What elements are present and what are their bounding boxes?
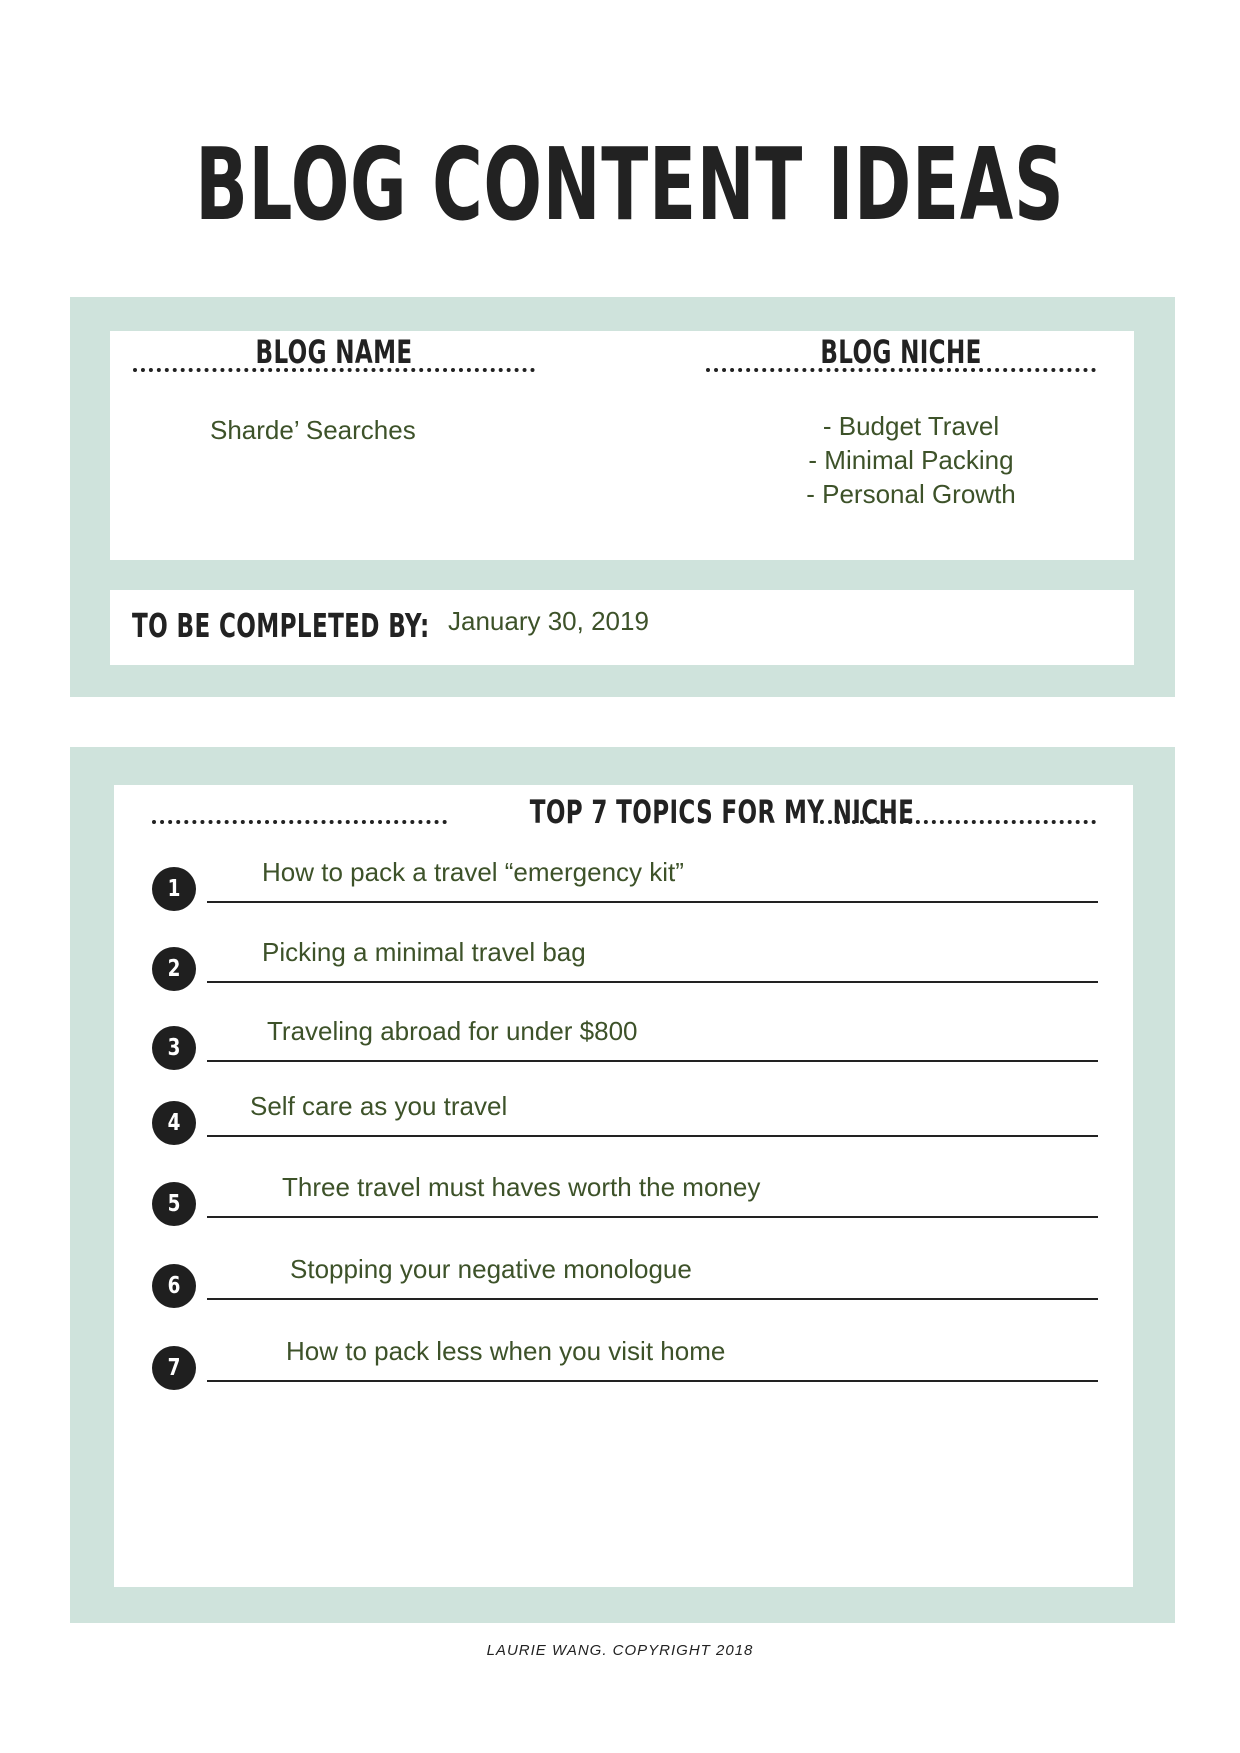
topic-row xyxy=(0,1011,1240,1081)
topic-text: Traveling abroad for under $800 xyxy=(267,1016,638,1046)
topic-text: Three travel must haves worth the money xyxy=(282,1172,761,1202)
blog-name-value: Sharde’ Searches xyxy=(210,415,416,445)
topic-underline xyxy=(207,1380,1098,1382)
blog-niche-heading xyxy=(706,331,1096,373)
completion-date: January 30, 2019 xyxy=(448,606,649,636)
topic-row xyxy=(0,1249,1240,1319)
topic-row xyxy=(0,1331,1240,1401)
blog-niche-label: BLOG NICHE xyxy=(820,333,982,371)
topic-underline xyxy=(207,901,1098,903)
blog-name-heading xyxy=(133,331,535,373)
topics-heading-text: TOP 7 TOPICS FOR MY NICHE xyxy=(529,793,915,831)
topic-text: Self care as you travel xyxy=(250,1091,508,1121)
blog-name-dotted-rule xyxy=(133,368,535,372)
topics-dotted-rule-right xyxy=(820,820,1096,824)
topic-number: 1 xyxy=(167,876,181,902)
topic-underline xyxy=(207,981,1098,983)
topic-text: How to pack a travel “emergency kit” xyxy=(262,857,684,887)
niche-item: - Minimal Packing xyxy=(808,445,1014,475)
topic-number: 6 xyxy=(167,1273,181,1299)
topic-underline xyxy=(207,1135,1098,1137)
niche-item: - Budget Travel xyxy=(822,411,1000,441)
number-badge xyxy=(152,1346,196,1390)
blog-niche-list xyxy=(770,409,1052,511)
topic-row xyxy=(0,852,1240,922)
number-badge xyxy=(152,1182,196,1226)
topic-number: 2 xyxy=(167,956,181,982)
topic-underline xyxy=(207,1298,1098,1300)
blog-name-label: BLOG NAME xyxy=(255,333,413,371)
number-badge xyxy=(152,1264,196,1308)
blog-niche-dotted-rule xyxy=(706,368,1096,372)
page-title-text: BLOG CONTENT IDEAS xyxy=(195,126,1065,243)
topic-row xyxy=(0,1086,1240,1156)
completion-label: TO BE COMPLETED BY: xyxy=(132,606,430,645)
number-badge xyxy=(152,1101,196,1145)
topic-row xyxy=(0,1167,1240,1237)
topic-text: How to pack less when you visit home xyxy=(286,1336,726,1366)
topic-number: 4 xyxy=(167,1110,181,1136)
number-badge xyxy=(152,947,196,991)
topics-heading xyxy=(455,791,915,833)
number-badge xyxy=(152,1026,196,1070)
topic-text: Stopping your negative monologue xyxy=(290,1254,692,1284)
topic-underline xyxy=(207,1216,1098,1218)
topic-row xyxy=(0,932,1240,1002)
niche-item: - Personal Growth xyxy=(806,479,1016,509)
topic-text: Picking a minimal travel bag xyxy=(262,937,586,967)
number-badge xyxy=(152,867,196,911)
topic-number: 5 xyxy=(167,1191,181,1217)
page-title xyxy=(0,125,1240,245)
topic-underline xyxy=(207,1060,1098,1062)
topics-dotted-rule-left xyxy=(152,820,447,824)
topic-number: 7 xyxy=(167,1355,181,1381)
topic-number: 3 xyxy=(167,1035,181,1061)
copyright-footer: LAURIE WANG. COPYRIGHT 2018 xyxy=(486,1642,754,1659)
